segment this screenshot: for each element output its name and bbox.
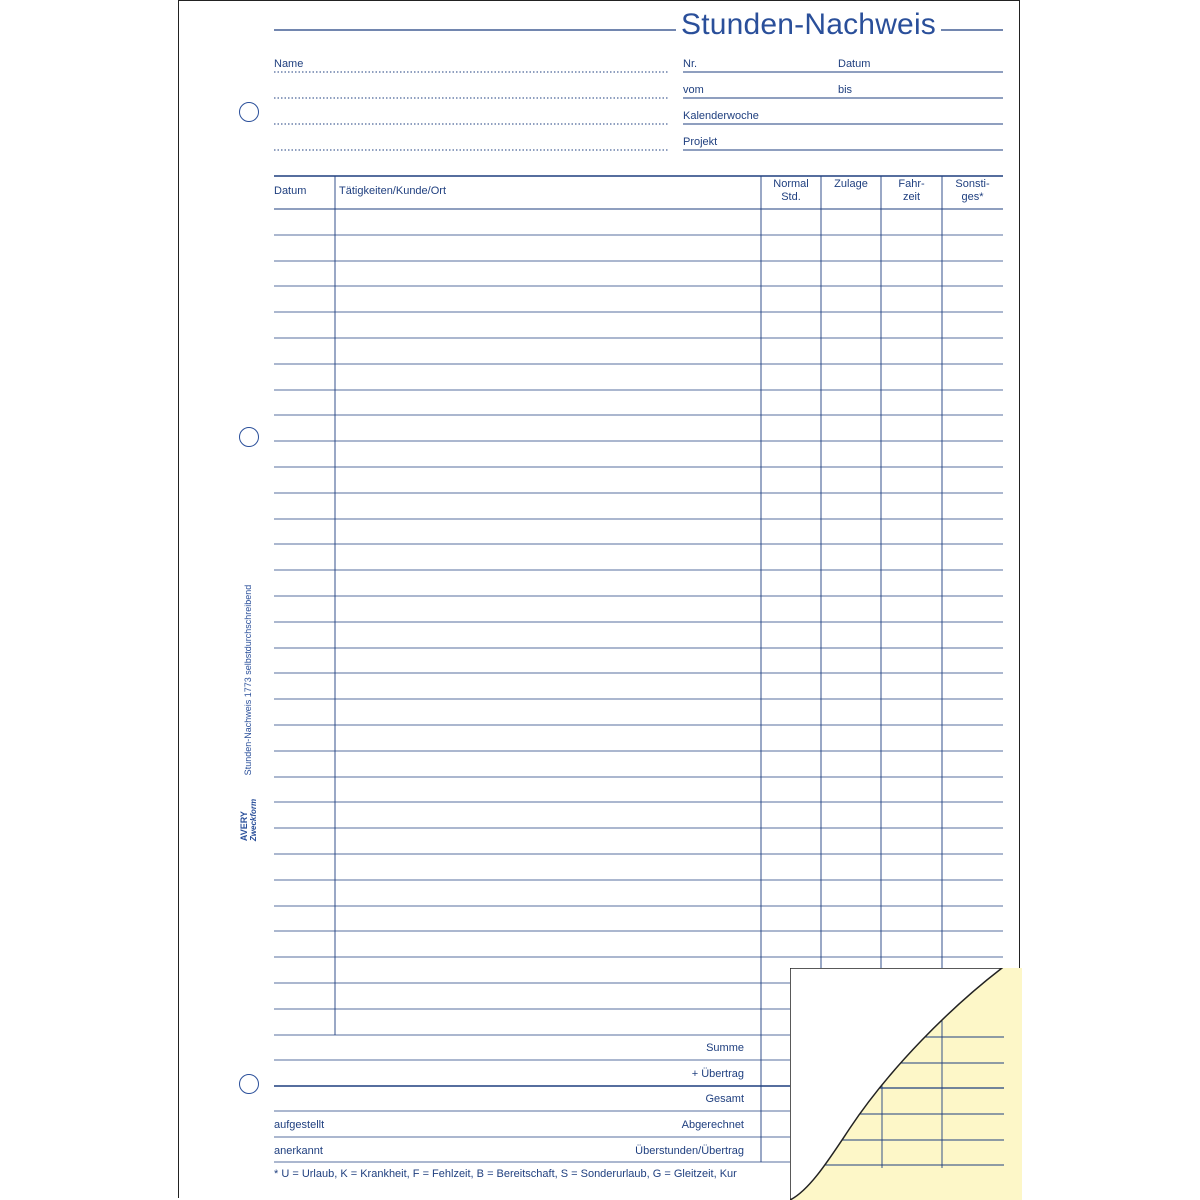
column-normal-std — [761, 178, 821, 204]
uebertrag-label: + Übertrag — [691, 1068, 744, 1080]
column-zulage — [821, 178, 881, 191]
gesamt-label: Gesamt — [705, 1093, 744, 1105]
projekt-label: Projekt — [683, 136, 718, 148]
name-label: Name — [274, 58, 304, 70]
column-fahrzeit-line1: Fahr- — [898, 178, 925, 190]
punch-hole-bottom — [239, 1074, 259, 1094]
form-title: Stunden-Nachweis — [681, 8, 937, 41]
punch-hole-top — [239, 102, 259, 122]
anerkannt-label: anerkannt — [274, 1145, 323, 1157]
column-normal-line1: Normal — [773, 178, 809, 190]
column-fahrzeit — [881, 178, 942, 204]
ueberstunden-label: Überstunden/Übertrag — [635, 1145, 744, 1157]
abgerechnet-label: Abgerechnet — [681, 1119, 744, 1131]
logo-line2: Zweckform — [249, 798, 258, 842]
column-taetigkeiten: Tätigkeiten/Kunde/Ort — [339, 185, 447, 197]
summe-label: Summe — [706, 1042, 744, 1054]
side-product-text: Stunden-Nachweis 1773 selbstdurchschreibend — [243, 584, 253, 776]
column-datum: Datum — [274, 185, 307, 197]
column-sonstiges-line1: Sonsti- — [955, 178, 990, 190]
aufgestellt-label: aufgestellt — [274, 1119, 325, 1131]
logo-line1: AVERY — [239, 811, 249, 842]
page-curl-corner — [790, 968, 1030, 1200]
column-normal-line2: Std. — [781, 191, 801, 203]
legend-footnote: * U = Urlaub, K = Krankheit, F = Fehlzeit, B = Bereitschaft, S = Sonderurlaub, G = Gleitzeit, Kur — [274, 1168, 737, 1180]
vom-label: vom — [683, 84, 704, 96]
punch-hole-middle — [239, 427, 259, 447]
kalenderwoche-label: Kalenderwoche — [683, 110, 759, 122]
column-zulage-label: Zulage — [834, 178, 868, 190]
nr-label: Nr. — [683, 58, 698, 70]
datum-header-label: Datum — [838, 58, 871, 70]
column-fahrzeit-line2: zeit — [902, 191, 921, 203]
avery-zweckform-logo — [239, 799, 259, 841]
column-sonstiges-line2: ges* — [961, 191, 984, 203]
bis-label: bis — [838, 84, 853, 96]
column-sonstiges — [942, 178, 1003, 204]
